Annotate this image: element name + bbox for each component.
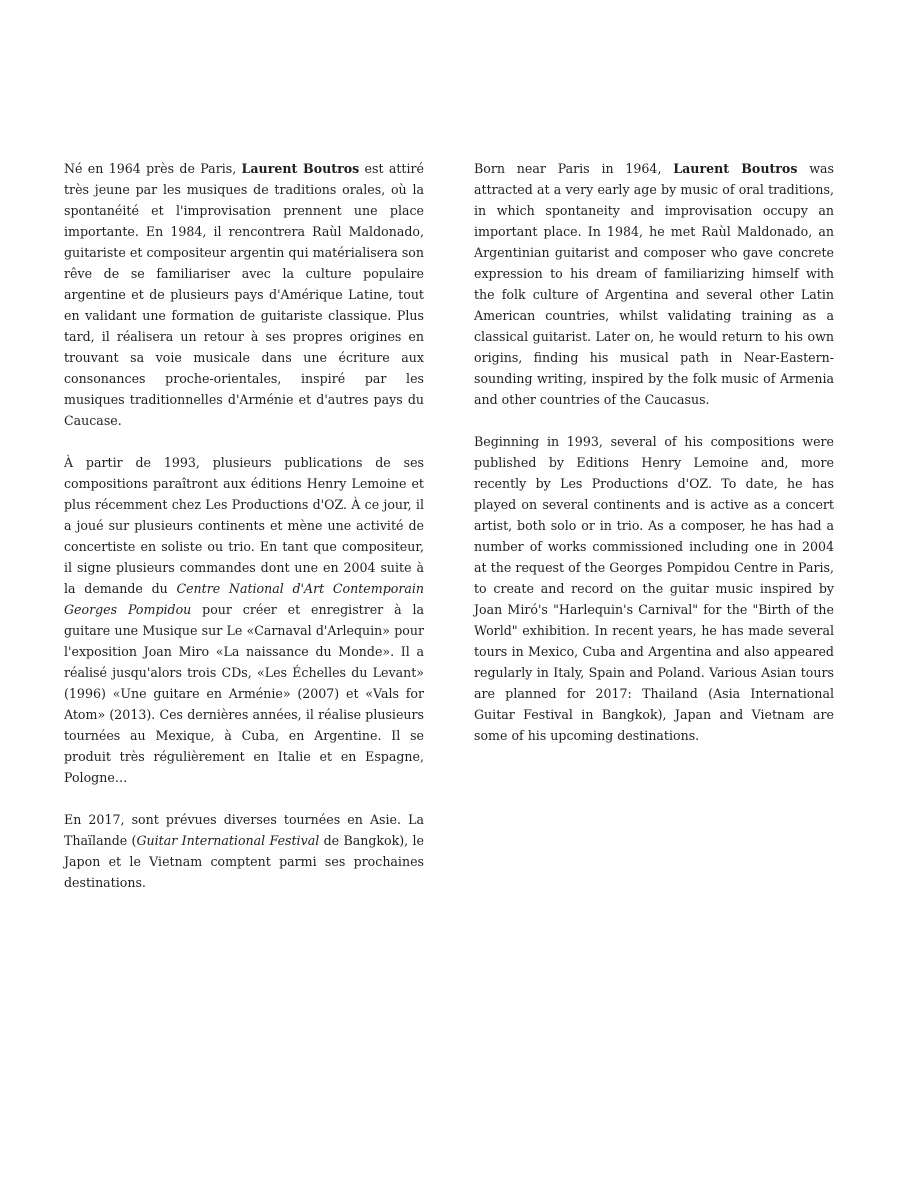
french-paragraph-1: [64, 158, 424, 431]
artist-name-bold: Laurent Boutros: [241, 161, 360, 176]
artist-name-bold: Laurent Boutros: [673, 161, 798, 176]
french-paragraph-3: [64, 809, 424, 893]
festival-name-italic: Guitar International Festival: [136, 833, 320, 848]
english-p2-text: Beginning in 1993, several of his compositions were published by Editions Henry Lemoine and, more recently by Les Productions d'OZ. To date, he has played on several continents and is active as a concert artist, both solo or in trio. As a composer, he has had a number of works commissioned including one in 2004 at the request of the Georges Pompidou Centre in Paris, to create and record on the guitar music inspired by Joan Miró's "Harlequin's Carnival" for the "Birth of the World" exhibition. In recent years, he has made several tours in Mexico, Cuba and Argentina and also appeared regularly in Italy, Spain and Poland. Various Asian tours are planned for 2017: Thailand (Asia International Guitar Festival in Bangkok), Japan and Vietnam are some of his upcoming destinations.: [474, 434, 834, 743]
french-p3-text-start: En 2017, sont prévues diverses tournées en Asie. La Thaïlande (: [64, 812, 424, 848]
french-p3-text-end: de Bangkok), le Japon et le Vietnam comptent parmi ses prochaines destinations.: [64, 833, 424, 890]
french-p1-text-end: est attiré très jeune par les musiques de traditions orales, où la spontanéité et l'improvisation prennent une place importante. En 1984, il rencontrera Raùl Maldonado, guitariste et compositeur argentin qui matérialisera son rêve de se familiariser avec la culture populaire argentine et de plusieurs pays d'Amérique Latine, tout en validant une formation de guitariste classique. Plus tard, il réalisera un retour à ses propres origines en trouvant sa voie musicale dans une écriture aux consonances proche-orientales, inspiré par les musiques traditionnelles d'Arménie et d'autres pays du Caucase.: [64, 161, 424, 428]
centre-pompidou-italic: Centre National d'Art Contemporain Georges Pompidou: [64, 581, 425, 617]
french-p2-text-end: pour créer et enregistrer à la guitare une Musique sur Le «Carnaval d'Arlequin» pour l'exposition Joan Miro «La naissance du Monde». Il a réalisé jusqu'alors trois CDs, «Les Échelles du Levant» (1996) «Une guitare en Arménie» (2007) et «Vals for Atom» (2013). Ces dernières années, il réalise plusieurs tournées au Mexique, à Cuba, en Argentine. Il se produit très régulièrement en Italie et en Espagne, Pologne…: [64, 602, 424, 785]
english-p1-text-start: Born near Paris in 1964,: [474, 161, 674, 176]
english-p1-text-end: was attracted at a very early age by music of oral traditions, in which spontaneity and improvisation occupy an important place. In 1984, he met Raùl Maldonado, an Argentinian guitarist and composer who gave concrete expression to his dream of familiarizing himself with the folk culture of Argentina and several other Latin American countries, whilst validating training as a classical guitarist. Later on, he would return to his own origins, finding his musical path in Near-Eastern-sounding writing, inspired by the folk music of Armenia and other countries of the Caucasus.: [474, 161, 834, 407]
french-paragraph-2: [64, 452, 424, 788]
english-column: [474, 158, 834, 767]
french-p1-text-start: Né en 1964 près de Paris,: [64, 161, 242, 176]
french-p2-text-start: À partir de 1993, plusieurs publications de ses compositions paraîtront aux éditions Henry Lemoine et plus récemment chez Les Productions d'OZ. À ce jour, il a joué sur plusieurs continents et mène une activité de concertiste en soliste ou trio. En tant que compositeur, il signe plusieurs commandes dont une en 2004 suite à la demande du: [64, 455, 424, 596]
english-paragraph-2: [474, 431, 834, 746]
french-column: [64, 158, 424, 914]
english-paragraph-1: [474, 158, 834, 410]
